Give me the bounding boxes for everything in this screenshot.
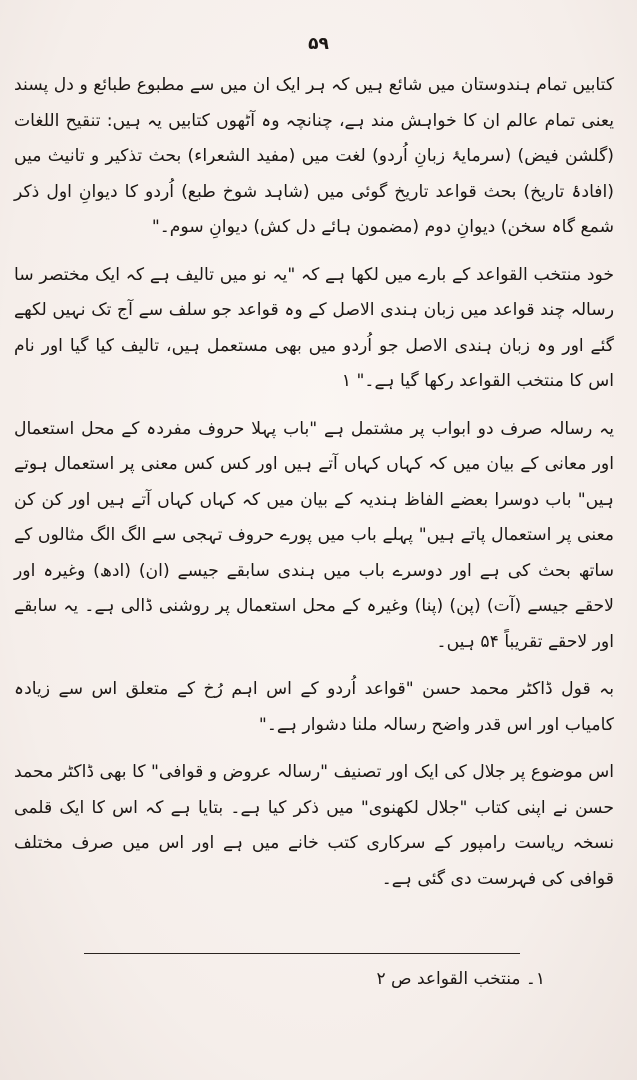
paragraph: یہ رسالہ صرف دو ابواب پر مشتمل ہے "باب پہلا حروف مفردہ کے محل استعمال اور معانی کے بیان میں کہ کہاں کہاں آتے ہیں اور کس کس معنی پر استعمال ہوتے ہیں" باب دوسرا بعضے الفاظ ہندیہ کے بیان میں کہ کہاں کہاں آتے ہیں اور کن کن معنی پر استعمال پاتے ہیں" پہلے باب میں پورے حروف تہجی سے الگ الگ مثالوں کے ساتھ بحث کی ہے اور دوسرے باب میں ہندی سابقے جیسے (ان) (ادھ) وغیرہ اور لاحقے جیسے (آت) (پن) (پنا) وغیرہ کے محل استعمال پر روشنی ڈالی ہے۔ یہ سابقے اور لاحقے تقریباً ۵۴ ہیں۔	[14, 418, 614, 652]
paragraph: کتابیں تمام ہندوستان میں شائع ہیں کہ ہر ایک ان میں سے مطبوع طبائع و دل پسند یعنی تمام عالم ان کا خواہش مند ہے، چنانچہ وہ آٹھوں کتابیں یہ ہیں: تنقیح اللغات (گلشن فیض) (سرمایۂ زبانِ اُردو) لغت میں (مفید الشعراء) بحث تذکیر و تانیث میں (افادۂ تاریخ) بحث قواعد تاریخ گوئی میں (شاہد شوخ طبع) اُردو کا دیوانِ اول ذکر شمع گاہ سخن) دیوانِ دوم (مضمون ہائے دل کش) دیوانِ سوم۔"	[14, 75, 614, 237]
paragraph: خود منتخب القواعد کے بارے میں لکھا ہے کہ "یہ نو میں تالیف ہے کہ ایک مختصر سا رسالہ چند قواعد میں زبان ہندی الاصل کے وہ قواعد جو سلف سے آج تک نہیں لکھے گئے اور وہ زبان ہندی الاصل جو اُردو میں بھی مستعمل ہیں، تالیف کیا گیا اور نام اس کا منتخب القواعد رکھا گیا ہے۔" ۱	[14, 264, 614, 391]
paragraph: بہ قول ڈاکٹر محمد حسن "قواعد اُردو کے اس اہم رُخ کے متعلق اس سے زیادہ کامیاب اور اس قدر واضح رسالہ ملنا دشوار ہے۔"	[14, 679, 614, 735]
footnote-separator	[84, 953, 520, 954]
footnote: ۱۔ منتخب القواعد ص ۲	[376, 969, 545, 989]
paragraph: اس موضوع پر جلال کی ایک اور تصنیف "رسالہ عروض و قوافی" کا بھی ڈاکٹر محمد حسن نے اپنی کتاب "جلال لکھنوی" میں ذکر کیا ہے۔ بتایا ہے کہ اس کا ایک قلمی نسخہ ریاست رامپور کے سرکاری کتب خانے میں ہے اور اس میں صرف مختلف قوافی کی فہرست دی گئی ہے۔	[14, 762, 614, 889]
page-number: ۵۹	[308, 34, 329, 54]
body-text	[14, 68, 614, 897]
